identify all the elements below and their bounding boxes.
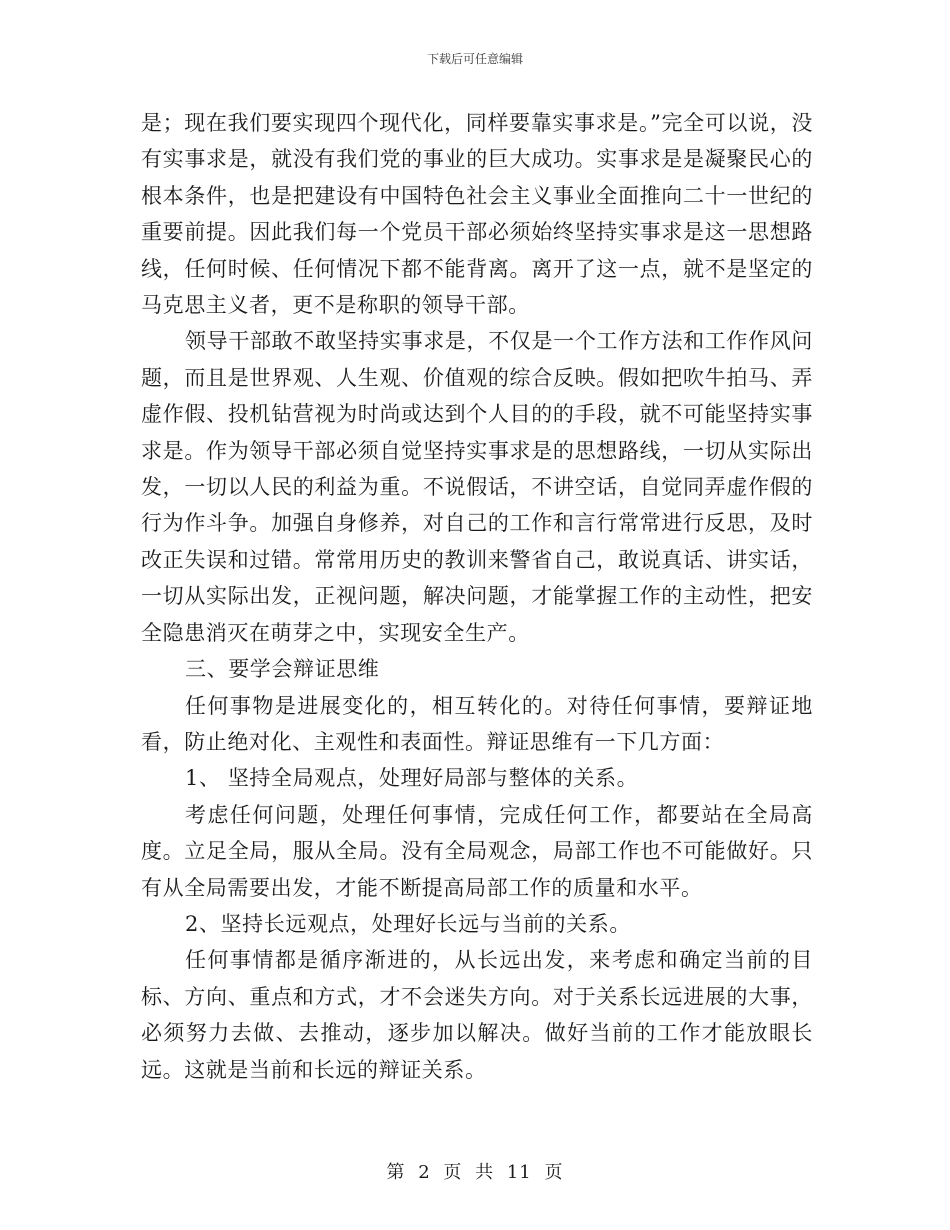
paragraph-intro-dialectical: 任何事物是进展变化的，相互转化的。对待任何事情，要辩证地看，防止绝对化、主观性和表面性。辩证思维有一下几方面：	[141, 693, 813, 754]
section-heading-dialectical-thinking: 三、要学会辩证思维	[185, 657, 380, 682]
page-number: 第 2 页 共 11 页	[386, 1162, 564, 1183]
page-header-note: 下载后可任意编辑	[426, 52, 523, 66]
subheading-long-term-view: 2、坚持长远观点，处理好长远与当前的关系。	[185, 911, 631, 936]
document-body	[141, 105, 813, 1088]
paragraph-leadership: 领导干部敢不敢坚持实事求是，不仅是一个工作方法和工作作风问题，而且是世界观、人生观、价值观的综合反映。假如把吹牛拍马、弄虚作假、投机钻营视为时尚或达到个人目的的手段，就不可能坚持实事求是。作为领导干部必须自觉坚持实事求是的思想路线，一切从实际出发，一切以人民的利益为重。不说假话，不讲空话，自觉同弄虚作假的行为作斗争。加强自身修养，对自己的工作和言行常常进行反思，及时改正失误和过错。常常用历史的教训来警省自己，敢说真话、讲实话，一切从实际出发，正视问题，解决问题，才能掌握工作的主动性，把安全隐患消灭在萌芽之中，实现安全生产。	[141, 329, 813, 645]
paragraph-continued: 是；现在我们要实现四个现代化，同样要靠实事求是。”完全可以说，没有实事求是，就没有我们党的事业的巨大成功。实事求是是凝聚民心的根本条件，也是把建设有中国特色社会主义事业全面推向二十一世纪的重要前提。因此我们每一个党员干部必须始终坚持实事求是这一思想路线，任何时候、任何情况下都不能背离。离开了这一点，就不是坚定的马克思主义者，更不是称职的领导干部。	[141, 111, 813, 318]
subheading-overall-view: 1、 坚持全局观点，处理好局部与整体的关系。	[185, 766, 639, 791]
paragraph-overall-view: 考虑任何问题，处理任何事情，完成任何工作，都要站在全局高度。立足全局，服从全局。没有全局观念，局部工作也不可能做好。只有从全局需要出发，才能不断提高局部工作的质量和水平。	[141, 802, 813, 900]
paragraph-long-term-view: 任何事情都是循序渐进的，从长远出发，来考虑和确定当前的目标、方向、重点和方式，才不会迷失方向。对于关系长远进展的大事，必须努力去做、去推动，逐步加以解决。做好当前的工作才能放眼长远。这就是当前和长远的辩证关系。	[141, 948, 813, 1082]
